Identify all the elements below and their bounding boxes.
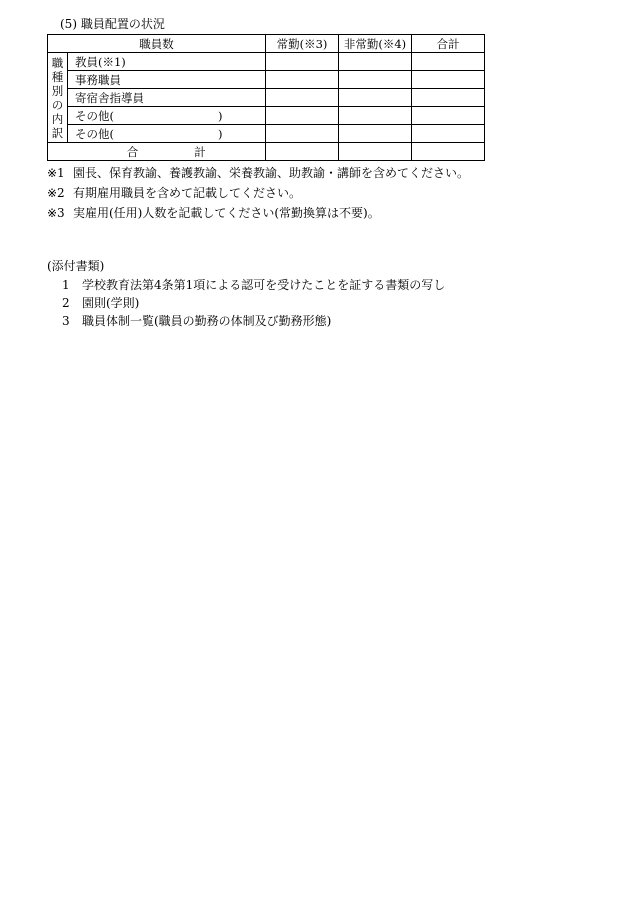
list-item: 1 学校教育法第4条第1項による認可を受けたことを証する書類の写し [62, 278, 446, 292]
note-item: ※2 有期雇用職員を含めて記載してください。 [47, 186, 302, 200]
cell-total-parttime[interactable] [339, 143, 412, 161]
cell-other1-parttime[interactable] [339, 107, 412, 125]
row-label-teachers: 教員(※1) [68, 53, 266, 71]
cell-total-total[interactable] [412, 143, 485, 161]
cell-office-parttime[interactable] [339, 71, 412, 89]
cell-dorm-total[interactable] [412, 89, 485, 107]
list-item: 3 職員体制一覧(職員の勤務の体制及び勤務形態) [62, 314, 332, 328]
header-staff-count: 職員数 [48, 35, 266, 53]
total-label: 合 計 [68, 143, 266, 161]
header-parttime: 非常勤(※4) [339, 35, 412, 53]
table-row [48, 107, 485, 125]
row-label-other-1: その他( ) [68, 107, 266, 125]
section-heading: (5) 職員配置の状況 [60, 17, 165, 31]
table-total-row [48, 143, 485, 161]
cell-other2-total[interactable] [412, 125, 485, 143]
cell-office-total[interactable] [412, 71, 485, 89]
cell-teachers-total[interactable] [412, 53, 485, 71]
table-header-row [48, 35, 485, 53]
total-spacer [48, 143, 68, 161]
note-item: ※1 園長、保育教諭、養護教諭、栄養教諭、助教諭・講師を含めてください。 [47, 166, 470, 180]
table-row [48, 71, 485, 89]
cell-other2-fulltime[interactable] [266, 125, 339, 143]
cell-teachers-fulltime[interactable] [266, 53, 339, 71]
row-label-dorm-supervisor: 寄宿舎指導員 [68, 89, 266, 107]
staff-table [47, 34, 485, 161]
cell-dorm-parttime[interactable] [339, 89, 412, 107]
list-item: 2 園則(学則) [62, 296, 140, 310]
notes [47, 163, 469, 223]
cell-other2-parttime[interactable] [339, 125, 412, 143]
row-label-other-2: その他( ) [68, 125, 266, 143]
cell-office-fulltime[interactable] [266, 71, 339, 89]
cell-teachers-parttime[interactable] [339, 53, 412, 71]
cell-other1-fulltime[interactable] [266, 107, 339, 125]
attachments-list [62, 276, 445, 330]
table-row [48, 89, 485, 107]
attachments-heading: (添付書類) [47, 259, 105, 273]
note-item: ※3 実雇用(任用)人数を記載してください(常勤換算は不要)。 [47, 206, 380, 220]
vertical-category-label: 職 種 別 の 内 訳 [48, 53, 68, 143]
header-fulltime: 常勤(※3) [266, 35, 339, 53]
row-label-office-staff: 事務職員 [68, 71, 266, 89]
cell-other1-total[interactable] [412, 107, 485, 125]
table-row [48, 53, 485, 71]
table-row [48, 125, 485, 143]
cell-dorm-fulltime[interactable] [266, 89, 339, 107]
cell-total-fulltime[interactable] [266, 143, 339, 161]
header-total: 合計 [412, 35, 485, 53]
